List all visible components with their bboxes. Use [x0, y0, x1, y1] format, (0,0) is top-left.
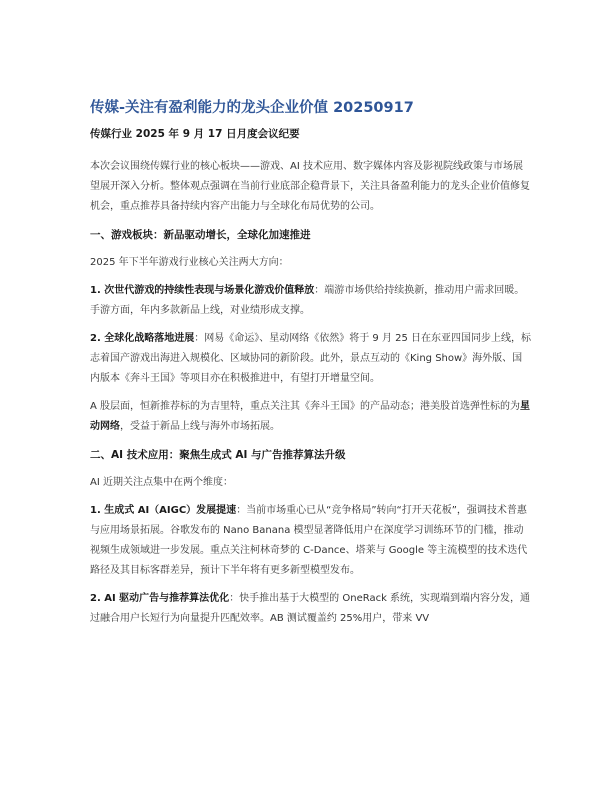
section1-closing-highlight: 星动网络: [90, 401, 531, 432]
section2-item2-title: 2. AI 驱动广告与推荐算法优化: [90, 593, 230, 604]
section1-closing-a: A 股层面，恒新推荐标的为吉里特，重点关注其《奔斗王国》的产品动态；港美股首选弹性标的为: [90, 401, 521, 412]
document-subtitle: 传媒行业 2025 年 9 月 17 日月度会议纪要: [90, 128, 300, 140]
section1-closing: [90, 397, 532, 437]
section2-item1: [90, 501, 532, 581]
section1-heading: 一、游戏板块：新品驱动增长，全球化加速推进: [90, 229, 311, 241]
section1-closing-b: ，受益于新品上线与海外市场拓展。: [120, 421, 280, 432]
section1-item2: [90, 329, 532, 389]
section2-heading: 二、AI 技术应用：聚焦生成式 AI 与广告推荐算法升级: [90, 449, 346, 461]
section2-item2-text: ：快手推出基于大模型的 OneRack 系统，实现端到端内容分发，通过融合用户长短行为向量提升匹配效率。AB 测试覆盖约 25%用户，带来 VV: [90, 593, 531, 624]
section2-lead: AI 近期关注点集中在两个维度：: [90, 477, 233, 488]
section2-item2: [90, 589, 532, 629]
document-title: 传媒-关注有盈利能力的龙头企业价值 20250917: [90, 100, 414, 116]
section1-item1-text: ：端游市场供给持续换新，推动用户需求回暖。手游方面，年内多款新品上线，对业绩形成支撑。: [90, 285, 525, 316]
section1-item1: [90, 281, 532, 321]
section2-item1-text: ：当前市场重心已从“竞争格局”转向“打开天花板”，强调技术普惠与应用场景拓展。谷歌发布的 Nano Banana 模型显著降低用户在深度学习训练环节的门槛，推动视频生成领域进一步发展。重点关注柯林奇梦的 C-Dance、塔莱与 Google 等主流模型的技术迭代路径及其目标客群差异，预计下半年将有更多新型模型发布。: [90, 505, 528, 576]
document-body: [90, 99, 532, 637]
intro-paragraph: 本次会议围绕传媒行业的核心板块——游戏、AI 技术应用、数字媒体内容及影视院线政策与市场展望展开深入分析。整体观点强调在当前行业底部企稳背景下，关注具备盈利能力的龙头企业价值修复机会，重点推荐具备持续内容产出能力与全球化布局优势的公司。: [90, 161, 530, 212]
section1-lead: 2025 年下半年游戏行业核心关注两大方向：: [90, 257, 289, 268]
section1-item1-title: 1. 次世代游戏的持续性表现与场景化游戏价值释放: [90, 285, 315, 296]
section1-item2-text: ：网易《命运》、星动网络《依然》将于 9 月 25 日在东亚四国同步上线，标志着国产游戏出海进入规模化、区域协同的新阶段。此外，景点互动的《King Show》海外版、国内版本《奔斗王国》等项目亦在积极推进中，有望打开增量空间。: [90, 333, 532, 384]
section2-item1-title: 1. 生成式 AI（AIGC）发展提速: [90, 505, 237, 516]
section1-item2-title: 2. 全球化战略落地进展: [90, 333, 195, 344]
